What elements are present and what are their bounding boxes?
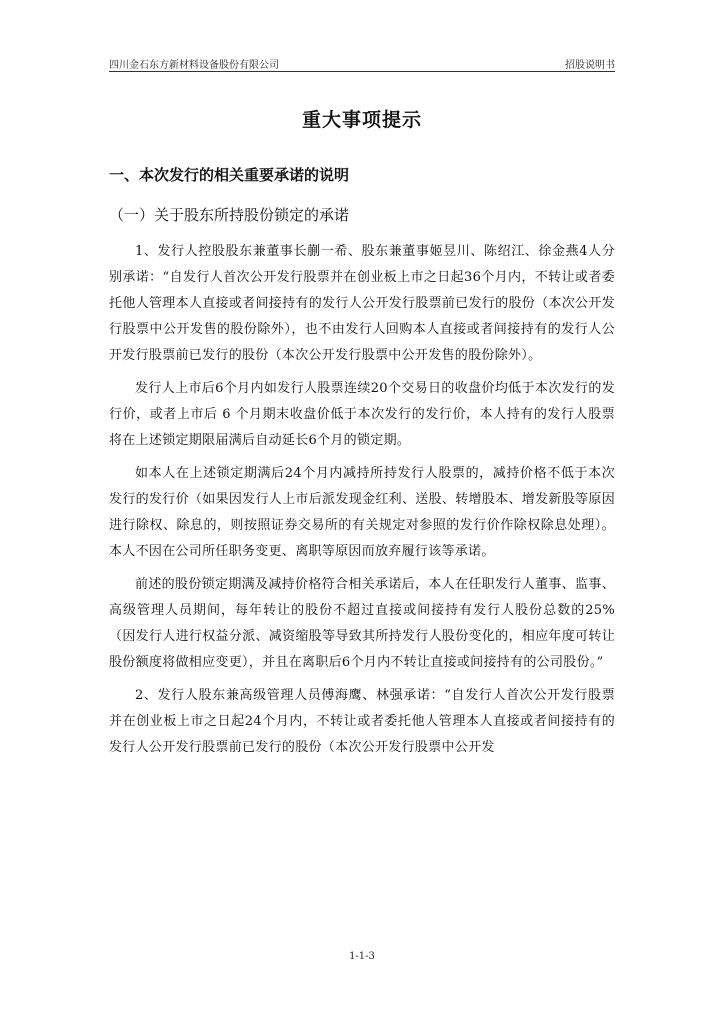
paragraph-1: 1、发行人控股股东兼董事长蒯一希、股东兼董事姬昱川、陈绍江、徐金燕4人分别承诺：“自发行人首次公开发行股票并在创业板上市之日起36个月内，不转让或者委托他人管理本人直接或者间接持有的发行人公开发行股票前已发行的股份（本次公开发行股票中公开发售的股份除外），也不由发行人回购本人直接或者间接持有的发行人公开发行股票前已发行的股份（本次公开发行股票中公开发售的股份除外）。 — [109, 244, 615, 363]
page-header — [109, 55, 615, 72]
paragraph-5: 2、发行人股东兼高级管理人员傅海鹰、林强承诺：“自发行人首次公开发行股票并在创业板上市之日起24个月内，不转让或者委托他人管理本人直接或者间接持有的发行人公开发行股票前已发行的股份（本次公开发行股票中公开发 — [109, 688, 615, 755]
page-title: 重大事项提示 — [301, 109, 422, 131]
header-document-type: 招股说明书 — [565, 60, 615, 71]
paragraph-3: 如本人在上述锁定期满后24个月内减持所持发行人股票的，减持价格不低于本次发行的发行价（如果因发行人上市后派发现金红利、送股、转增股本、增发新股等原因进行除权、除息的，则按照证券交易所的有关规定对参照的发行价作除权除息处理）。本人不因在公司所任职务变更、离职等原因而放弃履行该等承诺。 — [109, 466, 615, 559]
document-body — [109, 239, 615, 768]
paragraph-2: 发行人上市后6个月内如发行人股票连续20个交易日的收盘价均低于本次发行的发行价，或者上市后 6 个月期末收盘价低于本次发行的发行价，本人持有的发行人股票将在上述锁定期限届满后自动延长6个月的锁定期。 — [109, 381, 615, 448]
page-number: 1-1-3 — [349, 951, 375, 962]
subsection-heading: （一）关于股东所持股份锁定的承诺 — [109, 206, 350, 224]
header-company-name: 四川金石东方新材料设备股份有限公司 — [109, 60, 279, 71]
paragraph-4: 前述的股份锁定期满及减持价格符合相关承诺后，本人在任职发行人董事、监事、高级管理人员期间，每年转让的股份不超过直接或间接持有发行人股份总数的25%（因发行人进行权益分派、减资缩股等导致其所持发行人股份变化的，相应年度可转让股份额度将做相应变更），并且在离职后6个月内不转让直接或间接持有的公司股份。” — [109, 577, 615, 670]
section-heading: 一、本次发行的相关重要承诺的说明 — [109, 166, 350, 184]
